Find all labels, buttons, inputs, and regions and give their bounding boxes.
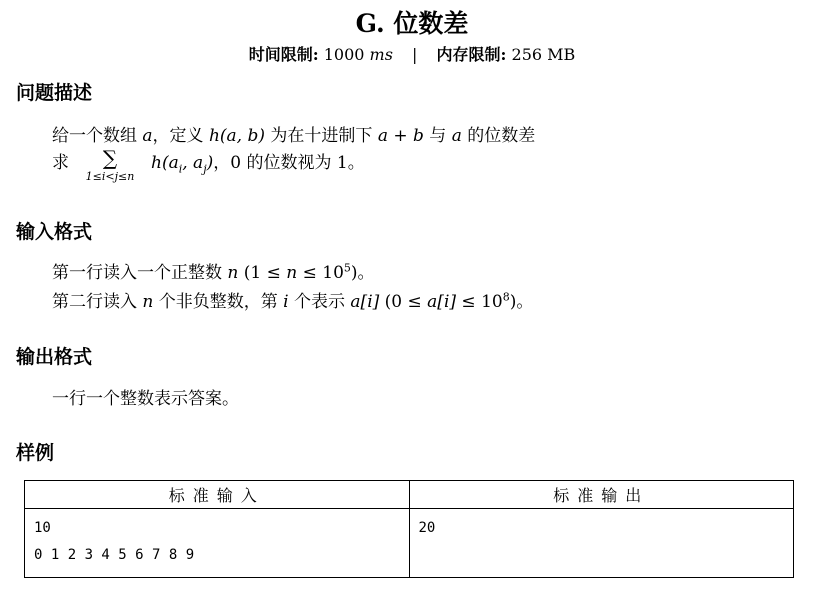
input-line-1 [52,258,375,283]
output-line-1: 一行一个整数表示答案。 [52,389,239,409]
sample-output-cell[interactable] [409,509,794,578]
desc-text: 为在十进制下 [265,126,378,146]
input-text: 第二行读入 [52,292,143,312]
subscript-i: i [178,162,183,176]
description-line-2 [52,146,365,183]
memory-limit-value: 256 MB [511,45,576,64]
input-arr: a[i] [350,292,380,312]
sample-header-row [25,481,794,509]
desc-var-a: a [451,126,462,146]
desc-expr: a + b [377,126,424,146]
input-text: (1 ≤ [238,263,287,283]
summation-range: 1≤i<j≤n [85,170,135,183]
input-text: (0 ≤ [379,292,428,312]
description-line-1 [52,121,535,146]
time-limit-unit: ms [369,45,393,64]
input-arr: a[i] [427,292,457,312]
input-var-n: n [227,263,239,283]
input-var-n: n [142,292,154,312]
sample-output-header: 标准输出 [409,481,794,509]
input-text: 个非负整数，第 [153,292,284,312]
desc-func-h: h(a [151,153,179,173]
exponent: 8 [502,290,510,304]
input-heading: 输入格式 [16,221,93,243]
desc-text: 求 [52,153,69,173]
subscript-j: j [203,162,207,176]
sample-input-header: 标准输入 [25,481,410,509]
desc-text: 与 [423,126,452,146]
input-line-2 [52,287,533,312]
desc-text: 的位数差 [461,126,536,146]
desc-text: ，定义 [152,126,209,146]
exponent: 5 [343,261,351,275]
input-text: ≤ 10 [456,292,503,312]
sample-table [24,480,794,578]
input-text: )。 [350,263,375,283]
sample-input-line: 10 [34,520,51,536]
limits-separator: | [412,45,418,64]
input-text: ≤ 10 [297,263,344,283]
sample-input-line: 0 1 2 3 4 5 6 7 8 9 [34,547,195,563]
sample-input-cell[interactable] [25,509,410,578]
input-text: )。 [509,292,534,312]
description-heading: 问题描述 [16,82,93,104]
desc-text: ，0 的位数视为 1。 [213,153,365,173]
output-heading: 输出格式 [16,346,93,368]
input-var-n: n [286,263,298,283]
problem-title: G. 位数差 [355,9,469,38]
desc-func-h: , a [182,153,204,173]
summation-symbol: ∑ [102,146,118,170]
desc-func-h: h(a, b) [208,126,265,146]
input-text: 个表示 [288,292,351,312]
limits-bar [0,42,824,65]
desc-func-h: ) [206,153,214,173]
sample-data-row [25,509,794,578]
sample-output-line: 20 [418,520,436,536]
sample-heading: 样例 [16,442,55,464]
desc-var-a: a [142,126,153,146]
input-text: 第一行读入一个正整数 [52,263,228,283]
input-var-i: i [283,292,289,312]
summation [73,146,147,183]
time-limit-label: 时间限制: [248,45,319,64]
time-limit-value: 1000 [323,45,365,64]
desc-text: 给一个数组 [52,126,143,146]
memory-limit-label: 内存限制: [436,45,507,64]
